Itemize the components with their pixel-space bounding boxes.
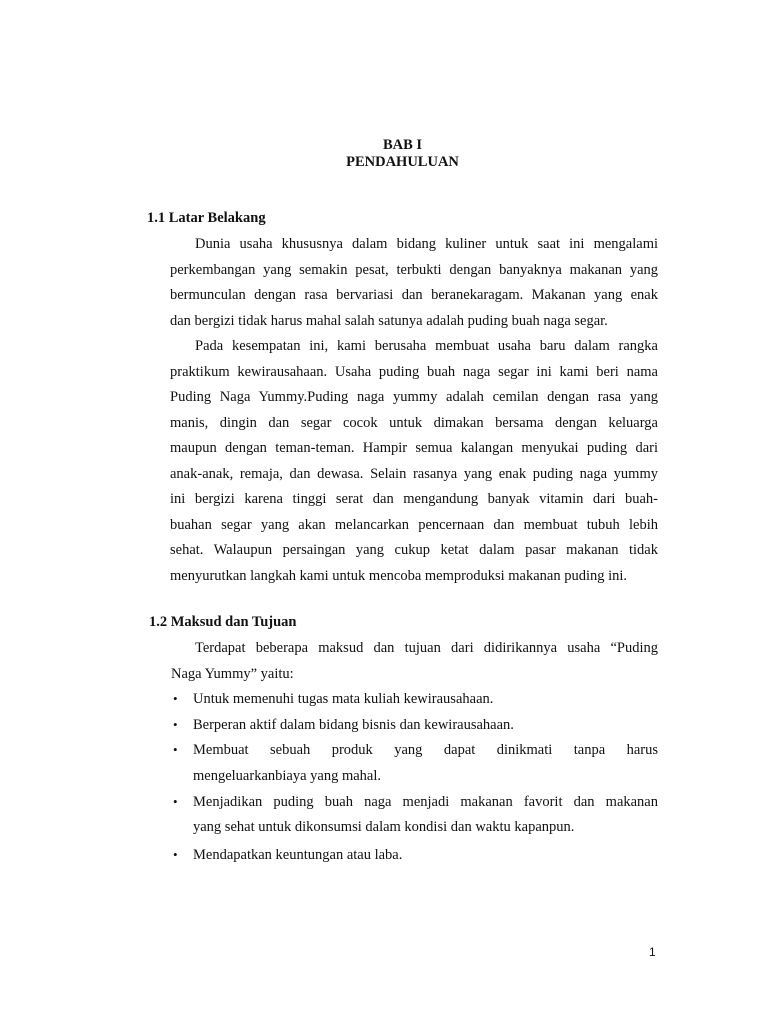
chapter-number: BAB I — [382, 137, 423, 153]
section-heading-latar-belakang: 1.1 Latar Belakang — [147, 210, 266, 226]
paragraph-line: bermunculan dengan rasa bervariasi dan beranekaragam. Makanan yang enak — [170, 287, 658, 303]
paragraph-line: maupun dengan teman-teman. Hampir semua kalangan menyukai puding dari — [170, 440, 658, 456]
list-item: Menjadikan puding buah naga menjadi makanan favorit dan makanan — [193, 794, 658, 810]
bullet-icon: • — [173, 794, 178, 809]
paragraph-line: sehat. Walaupun persaingan yang cukup ketat dalam pasar makanan tidak — [170, 542, 658, 558]
paragraph-line: Dunia usaha khususnya dalam bidang kuliner untuk saat ini mengalami — [195, 236, 658, 252]
page-number: 1 — [649, 945, 656, 959]
paragraph-line: Naga Yummy” yaitu: — [171, 666, 294, 682]
bullet-icon: • — [173, 742, 178, 757]
list-item-continuation: yang sehat untuk dikonsumsi dalam kondisi dan waktu kapanpun. — [193, 819, 575, 835]
paragraph-line: perkembangan yang semakin pesat, terbukti dengan banyaknya makanan yang — [170, 262, 658, 278]
paragraph-line: Pada kesempatan ini, kami berusaha membuat usaha baru dalam rangka — [195, 338, 658, 354]
paragraph-line: Terdapat beberapa maksud dan tujuan dari didirikannya usaha “Puding — [195, 640, 658, 656]
paragraph-line: Puding Naga Yummy.Puding naga yummy adalah cemilan dengan rasa yang — [170, 389, 658, 405]
bullet-icon: • — [173, 847, 178, 862]
paragraph-line: ini bergizi karena tinggi serat dan mengandung banyak vitamin dari buah- — [170, 491, 658, 507]
chapter-title: PENDAHULUAN — [346, 154, 459, 170]
list-item-continuation: mengeluarkanbiaya yang mahal. — [193, 768, 382, 784]
paragraph-line: dan bergizi tidak harus mahal salah satunya adalah puding buah naga segar. — [170, 313, 608, 329]
paragraph-line: buahan segar yang akan melancarkan pencernaan dan membuat tubuh lebih — [170, 517, 658, 533]
list-item: Untuk memenuhi tugas mata kuliah kewirausahaan. — [193, 691, 494, 707]
paragraph-line: menyurutkan langkah kami untuk mencoba memproduksi makanan puding ini. — [170, 568, 628, 584]
bullet-icon: • — [173, 717, 178, 732]
paragraph-line: manis, dingin dan segar cocok untuk dimakan bersama dengan keluarga — [170, 415, 658, 431]
list-item: Berperan aktif dalam bidang bisnis dan kewirausahaan. — [193, 717, 514, 733]
list-item: Membuat sebuah produk yang dapat dinikmati tanpa harus — [193, 742, 658, 758]
paragraph-line: praktikum kewirausahaan. Usaha puding buah naga segar ini kami beri nama — [170, 364, 658, 380]
paragraph-line: anak-anak, remaja, dan dewasa. Selain rasanya yang enak puding naga yummy — [170, 466, 658, 482]
list-item: Mendapatkan keuntungan atau laba. — [193, 847, 403, 863]
section-heading-maksud-tujuan: 1.2 Maksud dan Tujuan — [149, 614, 297, 630]
bullet-icon: • — [173, 691, 178, 706]
